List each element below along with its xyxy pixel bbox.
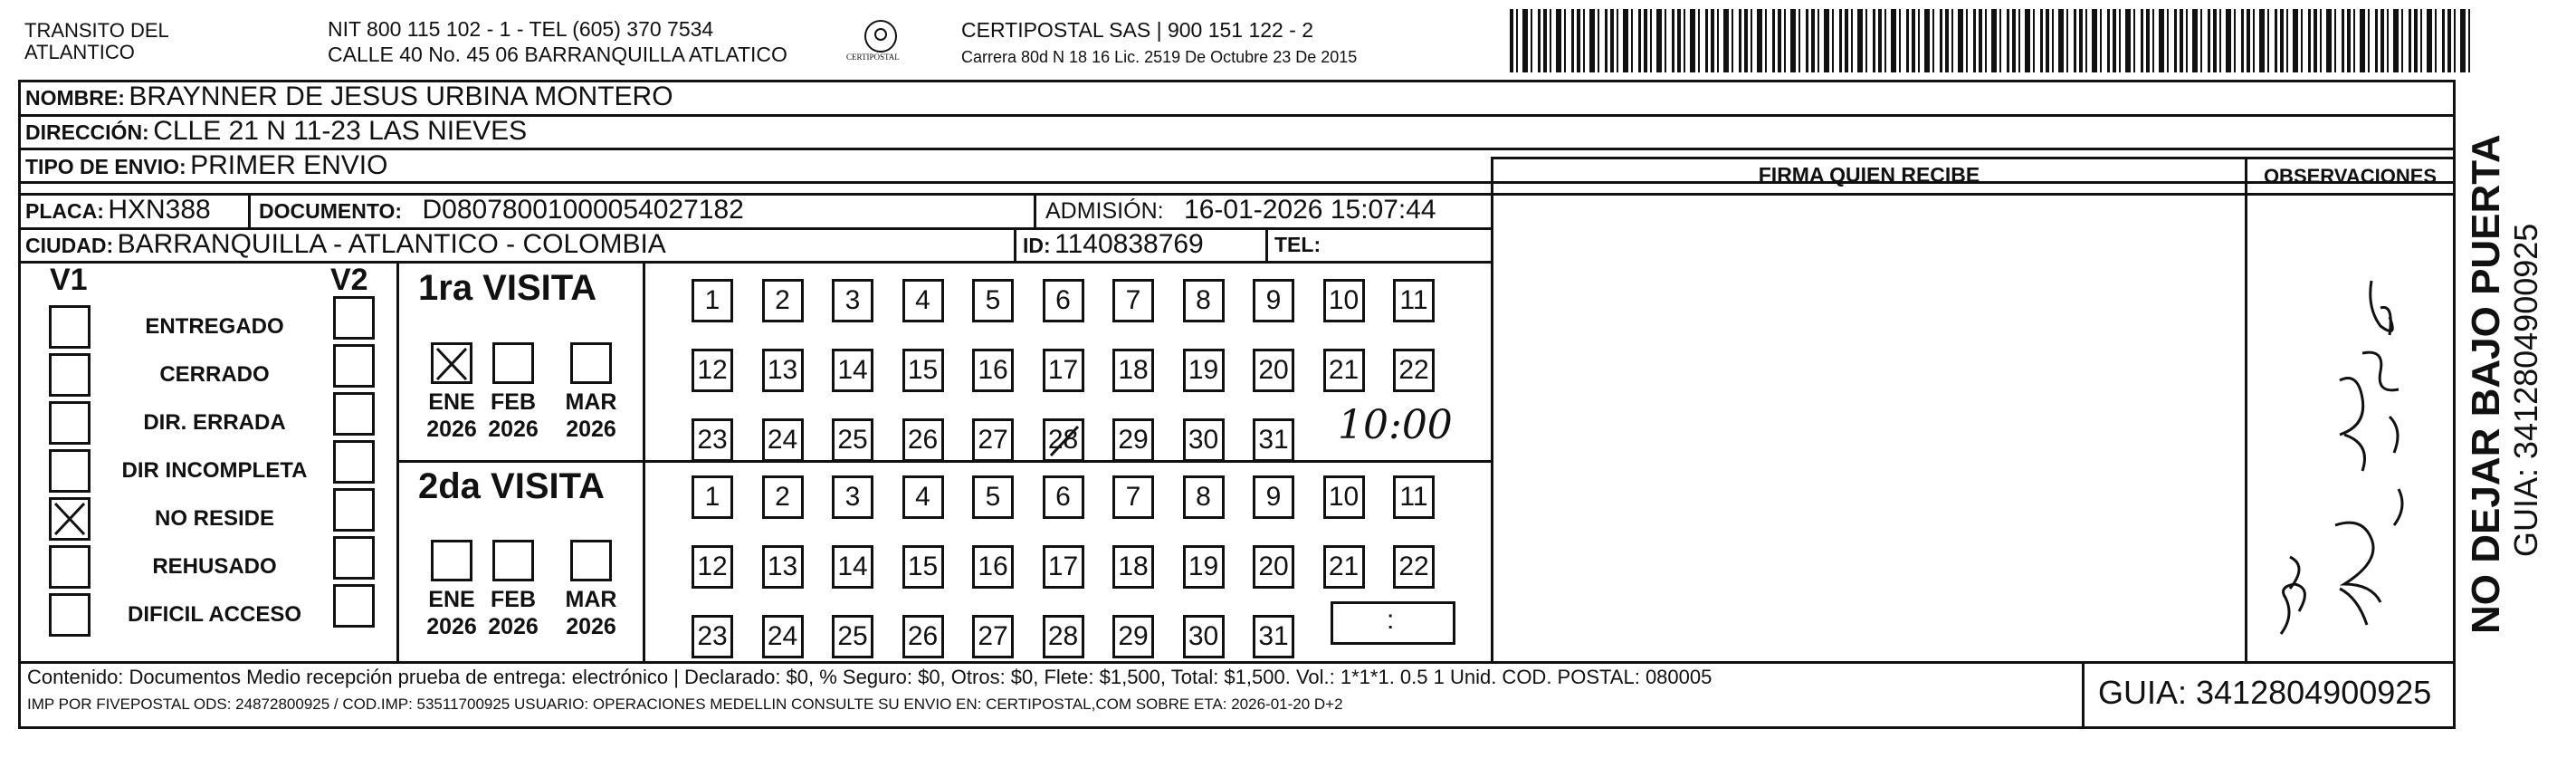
id-row: [1023, 229, 1204, 260]
tipo-label: TIPO DE ENVIO:: [25, 155, 186, 178]
nombre-row: [25, 82, 673, 112]
v1-checkbox[interactable]: [49, 497, 91, 541]
day-box[interactable]: 29: [1112, 418, 1154, 462]
day-box[interactable]: 19: [1183, 545, 1225, 589]
direccion-row: [25, 116, 527, 147]
day-box[interactable]: 15: [902, 349, 944, 392]
day-box[interactable]: 17: [1043, 545, 1084, 589]
day-box[interactable]: 8: [1183, 279, 1225, 322]
day-box[interactable]: 4: [902, 475, 944, 519]
status-reason-label: DIFICIL ACCESO: [127, 602, 301, 627]
ciudad-value: BARRANQUILLA - ATLANTICO - COLOMBIA: [117, 229, 666, 259]
year-label: 2026: [426, 417, 477, 442]
tipo-envio-row: [25, 150, 387, 181]
footer-guia: GUIA: 3412804900925: [2098, 674, 2432, 711]
month-label: MAR: [565, 389, 617, 415]
company-contact: [328, 18, 787, 65]
day-box[interactable]: 3: [832, 279, 873, 322]
footer-imp: IMP POR FIVEPOSTAL ODS: 24872800925 / COD.IMP: 53511700925 USUARIO: OPERACIONES MEDELLIN CONSULTE SU ENVIO EN: CERTIPOSTAL,COM SOBRE ETA: 2026-01-20 D+2: [27, 696, 1343, 713]
day-box[interactable]: 1: [692, 279, 733, 322]
month-label: FEB: [491, 587, 536, 612]
day-box[interactable]: 12: [692, 349, 733, 392]
day-box[interactable]: 14: [832, 349, 873, 392]
day-box[interactable]: 7: [1112, 475, 1154, 519]
side-guia: GUIA: 3412804900925: [2507, 223, 2544, 557]
status-reason-label: ENTREGADO: [145, 314, 284, 339]
status-reason-label: NO RESIDE: [154, 506, 275, 531]
v2-label: V2: [330, 263, 368, 297]
v2-checkbox[interactable]: [333, 392, 375, 436]
day-box[interactable]: 23: [692, 615, 733, 658]
visit2-time-placeholder: :: [1387, 605, 1395, 635]
day-box[interactable]: 16: [972, 545, 1014, 589]
v1-checkbox[interactable]: [49, 353, 91, 397]
day-box[interactable]: 20: [1253, 349, 1294, 392]
year-label: 2026: [566, 417, 616, 442]
certipostal-address: Carrera 80d N 18 16 Lic. 2519 De Octubre 23 De 2015: [961, 48, 1358, 66]
day-box[interactable]: 7: [1112, 279, 1154, 322]
day-box[interactable]: 8: [1183, 475, 1225, 519]
placa-label: PLACA:: [25, 199, 104, 223]
side-no-dejar: NO DEJAR BAJO PUERTA: [2464, 134, 2508, 634]
day-box[interactable]: 13: [762, 349, 804, 392]
direccion-label: DIRECCIÓN:: [25, 120, 149, 144]
day-box[interactable]: 30: [1183, 615, 1225, 658]
company-line1: TRANSITO DEL: [24, 19, 169, 42]
day-box[interactable]: 10: [1323, 279, 1365, 322]
day-box[interactable]: 17: [1043, 349, 1084, 392]
day-box[interactable]: 9: [1253, 475, 1294, 519]
direccion-value: CLLE 21 N 11-23 LAS NIEVES: [153, 116, 528, 146]
logo-text: CERTIPOSTAL: [846, 53, 900, 62]
month-label: ENE: [428, 587, 475, 612]
observaciones-label: OBSERVACIONES: [2263, 165, 2438, 187]
nit-line: NIT 800 115 102 - 1 - TEL (605) 370 7534: [328, 17, 714, 41]
id-label: ID:: [1023, 234, 1051, 257]
day-box[interactable]: 6: [1043, 279, 1084, 322]
day-box[interactable]: 18: [1112, 545, 1154, 589]
placa-value: HXN388: [108, 195, 211, 225]
tipo-value: PRIMER ENVIO: [190, 150, 388, 180]
company-line2: ATLANTICO: [24, 41, 135, 63]
month-label: MAR: [565, 587, 617, 612]
day-box[interactable]: 11: [1393, 279, 1435, 322]
day-box[interactable]: 9: [1253, 279, 1294, 322]
day-box[interactable]: 2: [762, 279, 804, 322]
day-box[interactable]: 14: [832, 545, 873, 589]
month-checkbox[interactable]: [492, 540, 534, 581]
day-box[interactable]: 13: [762, 545, 804, 589]
admision-label: ADMISIÓN:: [1045, 198, 1164, 224]
nombre-value: BRAYNNER DE JESUS URBINA MONTERO: [129, 82, 673, 111]
day-box[interactable]: 24: [762, 615, 804, 658]
barcode: [1510, 9, 2471, 72]
visit1-time: 10:00: [1338, 402, 1453, 448]
visit1-title: 1ra VISITA: [418, 268, 597, 308]
day-box[interactable]: 24: [762, 418, 804, 462]
month-checkbox[interactable]: [431, 342, 472, 384]
day-box[interactable]: 6: [1043, 475, 1084, 519]
ciudad-row: [25, 229, 666, 260]
certipostal-line: CERTIPOSTAL SAS | 900 151 122 - 2: [961, 18, 1314, 42]
month-checkbox[interactable]: [570, 342, 612, 384]
day-box[interactable]: 11: [1393, 475, 1435, 519]
day-box[interactable]: 19: [1183, 349, 1225, 392]
month-checkbox[interactable]: [431, 540, 472, 581]
month-checkbox[interactable]: [492, 342, 534, 384]
v1-checkbox[interactable]: [49, 449, 91, 493]
day-box[interactable]: 12: [692, 545, 733, 589]
v2-checkbox[interactable]: [333, 440, 375, 484]
year-label: 2026: [426, 614, 477, 639]
tel-row: [1274, 233, 1321, 257]
v1-checkbox[interactable]: [49, 305, 91, 349]
certipostal-logo-icon: [864, 20, 897, 53]
nombre-label: NOMBRE:: [25, 86, 125, 110]
v1-label: V1: [50, 263, 88, 297]
day-box[interactable]: 28: [1043, 418, 1084, 462]
day-box[interactable]: 21: [1323, 545, 1365, 589]
company-name: [24, 20, 169, 63]
day-box[interactable]: 30: [1183, 418, 1225, 462]
v1-checkbox[interactable]: [49, 401, 91, 445]
v1-checkbox[interactable]: [49, 593, 91, 637]
day-box[interactable]: 5: [972, 279, 1014, 322]
documento-label: DOCUMENTO:: [259, 199, 403, 223]
day-box[interactable]: 1: [692, 475, 733, 519]
day-box[interactable]: 26: [902, 418, 944, 462]
year-label: 2026: [488, 614, 539, 639]
v2-checkbox[interactable]: [333, 584, 375, 628]
documento-row: [259, 195, 744, 225]
tel-label: TEL:: [1274, 233, 1321, 256]
placa-row: [25, 195, 211, 225]
month-label: FEB: [491, 389, 536, 415]
v2-checkbox[interactable]: [333, 344, 375, 388]
visit2-title: 2da VISITA: [418, 466, 605, 506]
month-checkbox[interactable]: [570, 540, 612, 581]
status-reason-label: DIR. ERRADA: [143, 410, 286, 435]
v2-checkbox[interactable]: [333, 536, 375, 580]
address-line: CALLE 40 No. 45 06 BARRANQUILLA ATLATICO: [328, 43, 787, 66]
day-box[interactable]: 25: [832, 615, 873, 658]
day-box[interactable]: 16: [972, 349, 1014, 392]
day-box[interactable]: 18: [1112, 349, 1154, 392]
day-box[interactable]: 3: [832, 475, 873, 519]
day-box[interactable]: 27: [972, 418, 1014, 462]
day-box[interactable]: 2: [762, 475, 804, 519]
day-box[interactable]: 31: [1253, 615, 1294, 658]
year-label: 2026: [566, 614, 616, 639]
day-box[interactable]: 28: [1043, 615, 1084, 658]
day-box[interactable]: 15: [902, 545, 944, 589]
day-box[interactable]: 20: [1253, 545, 1294, 589]
admision-row: [1045, 195, 1436, 225]
ciudad-label: CIUDAD:: [25, 234, 114, 257]
day-box[interactable]: 21: [1323, 349, 1365, 392]
status-reason-label: DIR INCOMPLETA: [121, 458, 308, 483]
admision-value: 16-01-2026 15:07:44: [1184, 195, 1436, 225]
day-box[interactable]: 31: [1253, 418, 1294, 462]
day-box[interactable]: 23: [692, 418, 733, 462]
day-box[interactable]: 22: [1393, 349, 1435, 392]
v2-checkbox[interactable]: [333, 296, 375, 340]
documento-value: D08078001000054027182: [422, 195, 744, 225]
status-reason-label: CERRADO: [159, 362, 270, 387]
v2-checkbox[interactable]: [333, 488, 375, 532]
day-box[interactable]: 27: [972, 615, 1014, 658]
status-reason-label: REHUSADO: [152, 554, 277, 579]
year-label: 2026: [488, 417, 539, 442]
month-label: ENE: [428, 389, 475, 415]
day-box[interactable]: 29: [1112, 615, 1154, 658]
day-box[interactable]: 26: [902, 615, 944, 658]
day-box[interactable]: 22: [1393, 545, 1435, 589]
footer-contenido: Contenido: Documentos Medio recepción prueba de entrega: electrónico | Declarado: $0, % Seguro: $0, Otros: $0, Flete: $1,500, Total: $1,500. Vol.: 1*1*1. 0.5 1 Unid. COD. POSTAL: 080005: [27, 666, 1713, 688]
day-box[interactable]: 5: [972, 475, 1014, 519]
day-box[interactable]: 4: [902, 279, 944, 322]
id-value: 1140838769: [1054, 229, 1204, 259]
day-box[interactable]: 10: [1323, 475, 1365, 519]
day-box[interactable]: 25: [832, 418, 873, 462]
firma-label: FIRMA QUIEN RECIBE: [1758, 163, 1980, 187]
certipostal-info: [961, 18, 1357, 67]
v1-checkbox[interactable]: [49, 545, 91, 589]
observaciones-handwriting: [2254, 254, 2435, 661]
